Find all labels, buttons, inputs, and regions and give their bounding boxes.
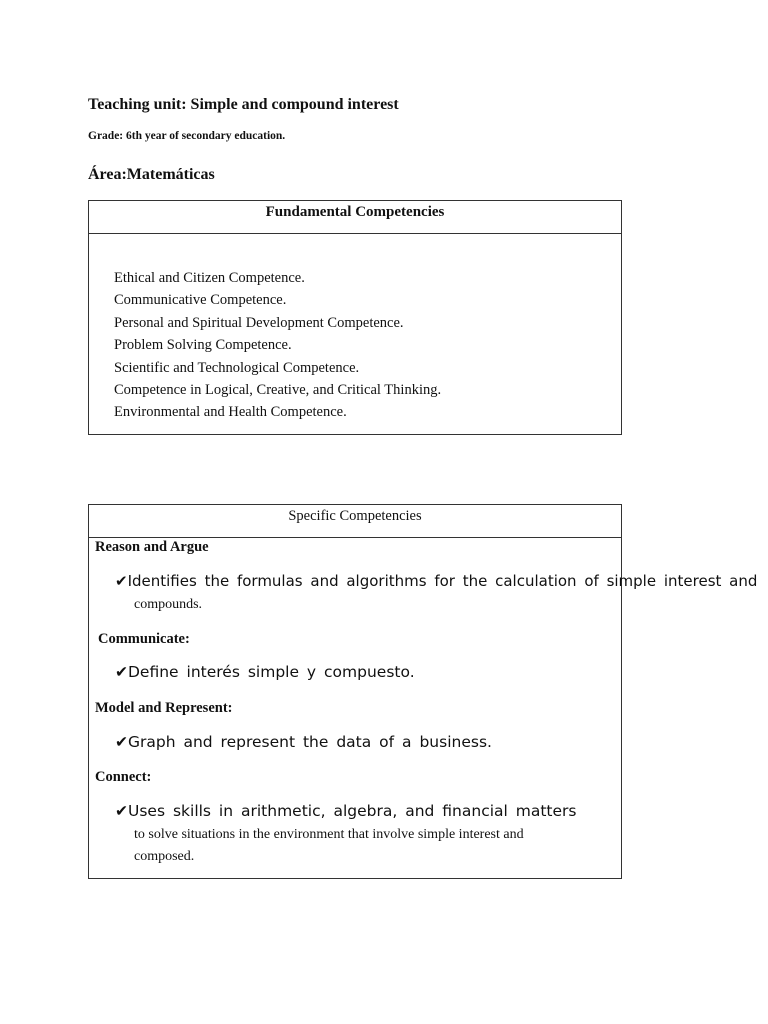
check-mark-icon: ✔ xyxy=(115,733,128,751)
section-title-model: Model and Represent: xyxy=(95,700,233,716)
specific-competencies-heading: Specific Competencies xyxy=(89,505,621,538)
competency-item-continuation: composed. xyxy=(134,849,195,864)
list-item: Personal and Spiritual Development Competence. xyxy=(114,314,404,331)
list-item: Ethical and Citizen Competence. xyxy=(114,270,305,286)
competency-item: ✔Graph and represent the data of a business. xyxy=(115,733,492,751)
list-item: Scientific and Technological Competence. xyxy=(114,359,360,376)
competency-item: ✔Identifies the formulas and algorithms for the calculation of simple interest and xyxy=(115,572,758,590)
page-title: Teaching unit: Simple and compound interest xyxy=(88,96,399,113)
check-mark-icon: ✔ xyxy=(115,572,128,590)
grade-label: Grade: 6th year of secondary education. xyxy=(88,130,286,142)
list-item: Competence in Logical, Creative, and Critical Thinking. xyxy=(114,382,442,399)
specific-competencies-table xyxy=(88,504,758,879)
check-mark-icon: ✔ xyxy=(115,663,128,681)
competency-item: ✔Uses skills in arithmetic, algebra, and financial matters xyxy=(115,802,577,820)
section-title-connect: Connect: xyxy=(95,769,152,785)
check-mark-icon: ✔ xyxy=(115,802,128,820)
fundamental-competencies-list xyxy=(114,267,441,424)
section-title-communicate: Communicate: xyxy=(98,631,190,647)
competency-item-continuation: compounds. xyxy=(134,597,203,612)
list-item: Communicative Competence. xyxy=(114,292,287,309)
competency-item: ✔Define interés simple y compuesto. xyxy=(115,663,415,681)
list-item: Problem Solving Competence. xyxy=(114,337,292,354)
area-label: Área:Matemáticas xyxy=(88,166,215,183)
section-title-reason: Reason and Argue xyxy=(95,539,209,555)
list-item: Environmental and Health Competence. xyxy=(114,404,347,421)
fundamental-competencies-table xyxy=(88,200,622,435)
fundamental-competencies-heading: Fundamental Competencies xyxy=(89,201,621,234)
competency-item-continuation: to solve situations in the environment that involve simple interest and xyxy=(134,827,524,842)
